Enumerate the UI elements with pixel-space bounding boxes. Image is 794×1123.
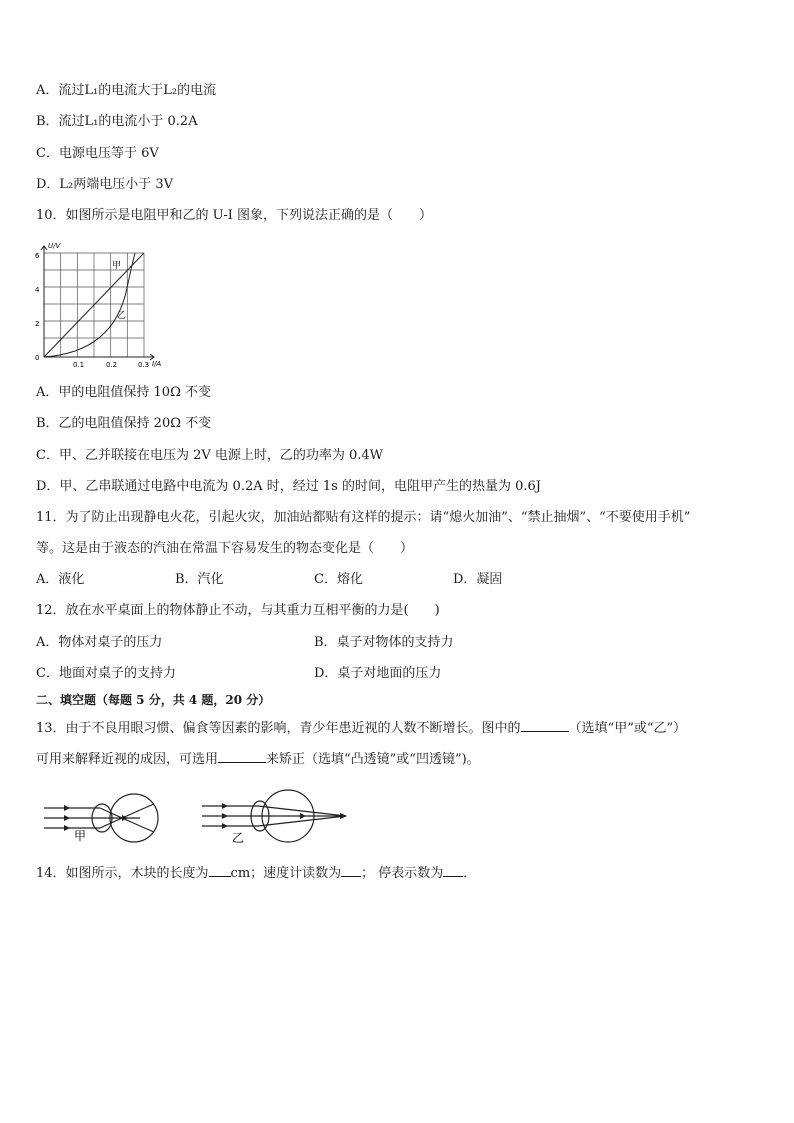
q13-line2-text-b: 来矫正（选填“凸透镜”或“凹透镜”)。: [266, 752, 480, 767]
y-tick-4: 4: [35, 286, 40, 294]
q12-option-d: D．桌子对地面的压力: [314, 666, 442, 681]
q11-option-c: C．熔化: [314, 572, 363, 587]
q13-blank-1: [521, 718, 569, 732]
q14-text-4: ．: [463, 866, 477, 881]
eye-diagram-jia: [38, 788, 170, 844]
y-tick-6: 6: [35, 252, 40, 260]
q10-option-c: C．甲、乙并联接在电压为 2V 电源上时，乙的功率为 0.4W: [36, 448, 384, 463]
q12-option-c: C．地面对桌子的支持力: [36, 666, 176, 681]
q10-option-b: B．乙的电阻值保持 20Ω 不变: [36, 416, 212, 431]
q14-text-1: 14．如图所示，木块的长度为: [36, 866, 209, 881]
y-tick-2: 2: [35, 320, 40, 328]
q12-stem: 12．放在水平桌面上的物体静止不动，与其重力互相平衡的力是( ): [36, 603, 440, 618]
q11-stem-line1: 11．为了防止出现静电火花，引起火灾，加油站都贴有这样的提示：请“熄火加油”、“禁止抽烟”、“不要使用手机”: [36, 510, 691, 525]
q9-option-a: A．流过L₁的电流大于L₂的电流: [36, 83, 217, 98]
q11-option-b: B．汽化: [175, 572, 224, 587]
q12-option-a: A．物体对桌子的压力: [36, 635, 163, 650]
q13-line1: [36, 718, 686, 738]
q14-text-2: cm；速度计读数为: [230, 866, 342, 881]
fig-label-jia: 甲: [74, 829, 87, 843]
q11-stem-line2: 等。这是由于液态的汽油在常温下容易发生的物态变化是（ ）: [36, 541, 414, 556]
q9-option-c: C．电源电压等于 6V: [36, 146, 159, 161]
q10-option-a: A．甲的电阻值保持 10Ω 不变: [36, 385, 211, 400]
section-heading-fill-in: 二、填空题（每题 5 分，共 4 题，20 分）: [36, 693, 271, 707]
x-axis-label: I/A: [152, 360, 162, 368]
curve-yi: [44, 253, 135, 357]
q10-stem: 10．如图所示是电阻甲和乙的 U-I 图象，下列说法正确的是（ ）: [36, 208, 433, 223]
q12-option-b: B．桌子对物体的支持力: [314, 635, 454, 650]
x-tick-0.2: 0.2: [106, 361, 118, 369]
q11-option-d: D．凝固: [453, 572, 503, 587]
q14-line: [36, 863, 476, 883]
ui-graph: [30, 236, 170, 374]
x-tick-0.3: 0.3: [138, 361, 150, 369]
q14-blank-length: [209, 863, 231, 877]
eye-diagram-yi: [196, 784, 356, 844]
y-tick-0: 0: [35, 354, 40, 362]
label-jia: 甲: [112, 261, 122, 271]
fig-label-yi: 乙: [232, 831, 245, 844]
q13-line2-text-a: 可用来解释近视的成因，可选用: [36, 752, 219, 767]
q10-option-d: D．甲、乙串联通过电路中电流为 0.2A 时，经过 1s 的时间，电阻甲产生的热量为 0.6J: [36, 479, 541, 494]
q11-option-a: A．液化: [36, 572, 85, 587]
q9-option-d: D．L₂两端电压小于 3V: [36, 177, 174, 192]
q13-line1-text-b: （选填“甲”或“乙”）: [568, 721, 687, 736]
q14-text-3: ； 停表示数为: [361, 866, 444, 881]
q13-line2: [36, 749, 480, 769]
label-yi: 乙: [117, 311, 127, 321]
q13-blank-2: [218, 749, 266, 763]
q9-option-b: B．流过L₁的电流小于 0.2A: [36, 114, 198, 129]
q14-blank-speed: [341, 863, 361, 877]
q13-line1-text-a: 13．由于不良用眼习惯、偏食等因素的影响，青少年患近视的人数不断增长。图中的: [36, 721, 521, 736]
q14-blank-stopwatch: [443, 863, 463, 877]
y-axis-label: U/V: [48, 242, 61, 250]
x-tick-0.1: 0.1: [73, 361, 85, 369]
